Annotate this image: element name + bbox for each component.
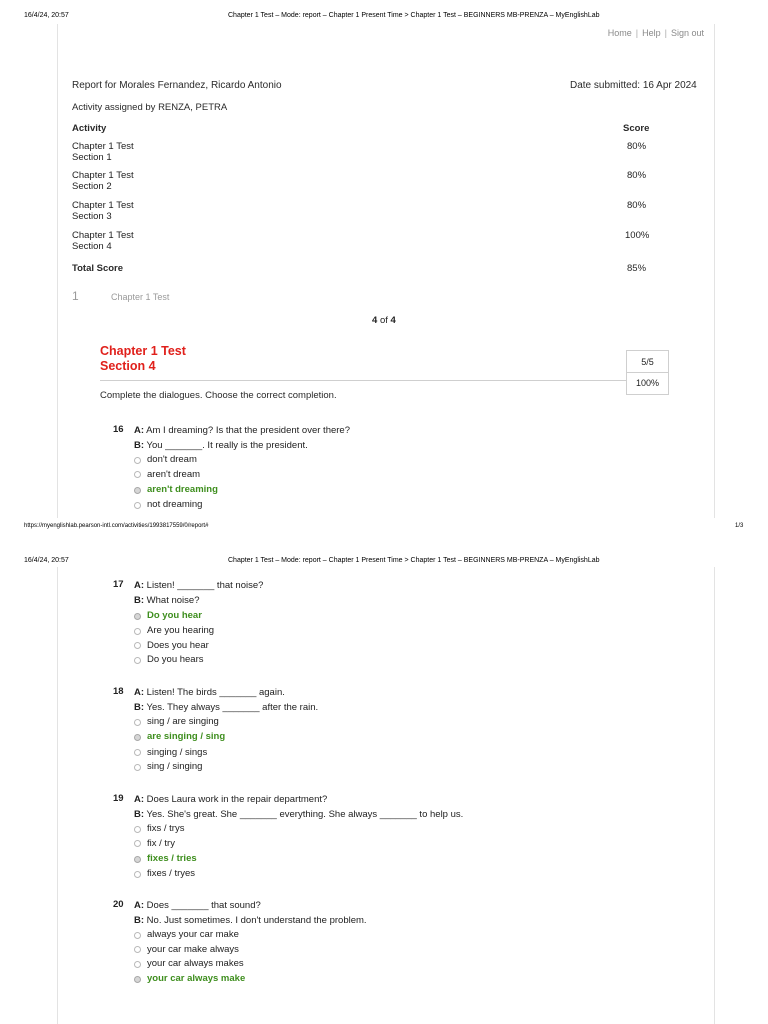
- page-indicator: [372, 315, 396, 326]
- dialogue-a: A: Listen! The birds _______ again.: [134, 687, 285, 698]
- radio-button[interactable]: [134, 749, 141, 756]
- print-url: https://myenglishlab.pearson-intl.com/activities/1993817559/0/report#: [24, 523, 209, 529]
- radio-button[interactable]: [134, 946, 141, 953]
- answer-option-selected[interactable]: fixes / tries: [134, 851, 654, 867]
- activity-name: Chapter 1 Test: [72, 200, 134, 211]
- answer-option[interactable]: fix / try: [134, 837, 654, 852]
- radio-button[interactable]: [134, 502, 141, 509]
- question-number: 17: [113, 579, 124, 590]
- question-number: 18: [113, 686, 124, 697]
- activity-score: 80%: [627, 170, 647, 181]
- activity-name: Chapter 1 Test: [72, 230, 134, 241]
- activity-row: [72, 141, 134, 163]
- activity-row: [72, 200, 134, 222]
- answer-option[interactable]: Does you hear: [134, 639, 654, 654]
- dialogue-b: B: What noise?: [134, 594, 200, 606]
- section-title: [100, 344, 186, 374]
- current-page: 4: [372, 315, 378, 326]
- answer-option[interactable]: singing / sings: [134, 746, 654, 761]
- radio-button[interactable]: [134, 457, 141, 464]
- activity-section: Section 2: [72, 181, 112, 192]
- print-title: Chapter 1 Test – Mode: report – Chapter 1 Present Time > Chapter 1 Test – BEGINNERS MB-PRENZA – MyEnglishLab: [228, 12, 600, 19]
- total-score-value: 85%: [627, 263, 647, 274]
- radio-button[interactable]: [134, 826, 141, 833]
- activity-section: Section 1: [72, 152, 112, 163]
- answer-option[interactable]: sing / singing: [134, 760, 654, 775]
- radio-button[interactable]: [134, 961, 141, 968]
- total-score-label: Total Score: [72, 263, 124, 274]
- radio-button[interactable]: [134, 871, 141, 878]
- top-links: Home | Help | Sign out: [607, 28, 704, 38]
- radio-button-selected[interactable]: [134, 976, 141, 983]
- activity-col-header: Activity: [72, 123, 107, 134]
- print-datetime: 16/4/24, 20:57: [24, 12, 69, 19]
- answer-option[interactable]: fixes / tryes: [134, 867, 654, 882]
- activity-score: 80%: [627, 200, 647, 211]
- radio-button-selected[interactable]: [134, 734, 141, 741]
- answer-option[interactable]: fixs / trys: [134, 822, 654, 837]
- question-number: 16: [113, 424, 124, 435]
- radio-button[interactable]: [134, 932, 141, 939]
- answer-option-selected[interactable]: are singing / sing: [134, 730, 654, 746]
- instructions: Complete the dialogues. Choose the correct completion.: [100, 390, 337, 401]
- answer-option[interactable]: Do you hears: [134, 653, 654, 668]
- answer-option[interactable]: Are you hearing: [134, 624, 654, 639]
- home-link[interactable]: Home: [607, 28, 632, 38]
- activity-row: [72, 230, 134, 252]
- question-number: 19: [113, 793, 124, 804]
- radio-button[interactable]: [134, 840, 141, 847]
- dialogue-b: B: Yes. She's great. She _______ everything. She always _______ to help us.: [134, 808, 464, 820]
- radio-button-selected[interactable]: [134, 487, 141, 494]
- activity-section: Section 4: [72, 241, 112, 252]
- print-page-number: 1/3: [735, 523, 744, 529]
- dialogue-a: A: Does _______ that sound?: [134, 900, 261, 911]
- dialogue-b: B: No. Just sometimes. I don't understand the problem.: [134, 914, 367, 926]
- radio-button[interactable]: [134, 764, 141, 771]
- radio-button-selected[interactable]: [134, 856, 141, 863]
- radio-button[interactable]: [134, 471, 141, 478]
- print-title: Chapter 1 Test – Mode: report – Chapter 1 Present Time > Chapter 1 Test – BEGINNERS MB-PRENZA – MyEnglishLab: [228, 557, 600, 564]
- dialogue-b: B: You _______. It really is the president.: [134, 439, 308, 451]
- radio-button[interactable]: [134, 628, 141, 635]
- answer-option[interactable]: your car make always: [134, 943, 654, 958]
- radio-button[interactable]: [134, 642, 141, 649]
- answer-option-selected[interactable]: Do you hear: [134, 608, 654, 624]
- score-col-header: Score: [623, 123, 650, 134]
- answer-option[interactable]: always your car make: [134, 928, 654, 943]
- activity-score: 80%: [627, 141, 647, 152]
- total-pages: 4: [390, 315, 396, 326]
- section-title-line1: Chapter 1 Test: [100, 344, 186, 358]
- activity-section: Section 3: [72, 211, 112, 222]
- activity-name: Chapter 1 Test: [72, 141, 134, 152]
- answer-option[interactable]: your car always makes: [134, 957, 654, 972]
- page-of: of: [379, 315, 388, 326]
- activity-name: Chapter 1 Test: [72, 170, 134, 181]
- radio-button-selected[interactable]: [134, 613, 141, 620]
- help-link[interactable]: Help: [642, 28, 661, 38]
- print-datetime: 16/4/24, 20:57: [24, 557, 69, 564]
- radio-button[interactable]: [134, 719, 141, 726]
- answer-option[interactable]: sing / are singing: [134, 715, 654, 730]
- dialogue-a: A: Does Laura work in the repair department?: [134, 794, 328, 805]
- score-percent: 100%: [635, 378, 660, 388]
- pager-index[interactable]: 1: [72, 289, 79, 303]
- dialogue-a: A: Listen! _______ that noise?: [134, 580, 264, 591]
- sign-out-link[interactable]: Sign out: [670, 28, 704, 38]
- activity-row: [72, 170, 134, 192]
- section-divider: [100, 380, 667, 381]
- report-for: Report for Morales Fernandez, Ricardo Antonio: [72, 80, 282, 91]
- score-fraction: 5/5: [627, 351, 668, 373]
- answer-option[interactable]: not dreaming: [134, 498, 654, 513]
- section-title-line2: Section 4: [100, 359, 156, 373]
- section-score-box: [626, 350, 669, 395]
- dialogue-a: A: Am I dreaming? Is that the president over there?: [134, 425, 350, 436]
- pager-item-label[interactable]: Chapter 1 Test: [111, 292, 170, 302]
- answer-option[interactable]: aren't dream: [134, 468, 654, 483]
- date-submitted: Date submitted: 16 Apr 2024: [570, 80, 697, 91]
- answer-option-selected[interactable]: your car always make: [134, 972, 654, 988]
- assigned-by: Activity assigned by RENZA, PETRA: [72, 102, 228, 113]
- question-number: 20: [113, 899, 124, 910]
- dialogue-b: B: Yes. They always _______ after the rain.: [134, 701, 319, 713]
- answer-option-selected[interactable]: aren't dreaming: [134, 482, 654, 498]
- answer-option[interactable]: don't dream: [134, 453, 654, 468]
- radio-button[interactable]: [134, 657, 141, 664]
- activity-score: 100%: [625, 230, 650, 241]
